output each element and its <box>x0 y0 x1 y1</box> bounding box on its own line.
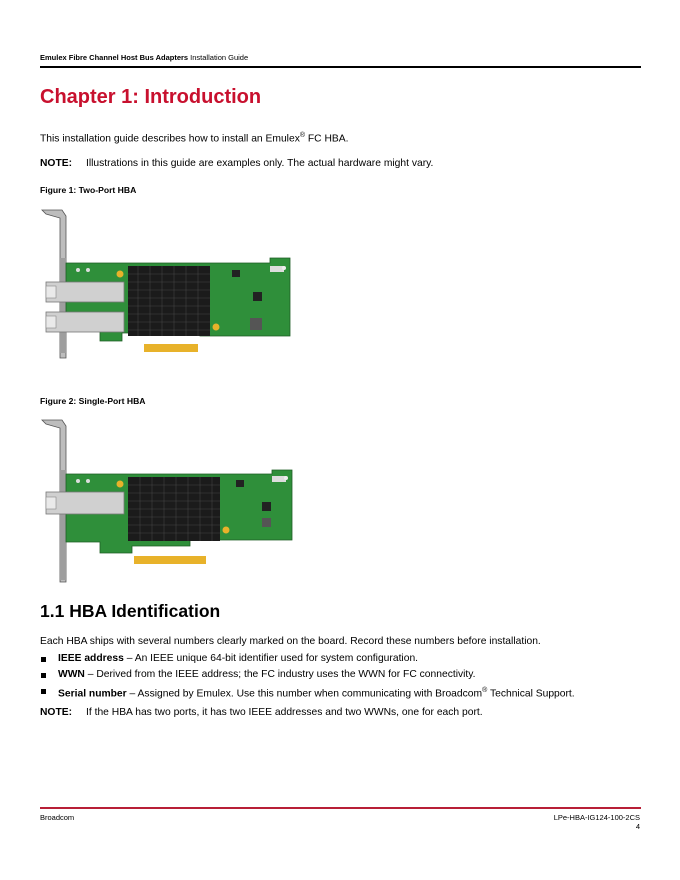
note-label: NOTE: <box>40 707 73 718</box>
definition: – Assigned by Emulex. Use this number when communicating with Broadcom <box>126 688 483 700</box>
page-number: 4 <box>635 822 640 831</box>
term-serial-number: Serial number <box>58 688 127 700</box>
figure-2-caption: Figure 2: Single-Port HBA <box>40 396 146 406</box>
footer-rule <box>40 807 641 809</box>
registered-mark: ® <box>482 687 488 694</box>
list-item <box>40 653 575 669</box>
chapter-title: Chapter 1: Introduction <box>40 86 262 108</box>
pcie-edge-connector <box>134 556 206 564</box>
pcie-edge-connector <box>144 344 198 352</box>
figure-single-port-hba <box>40 418 296 584</box>
note-text: If the HBA has two ports, it has two IEEE addresses and two WWNs, one for each port. <box>86 707 483 718</box>
footer-company: Broadcom <box>40 813 75 822</box>
term-wwn: WWN <box>58 669 85 680</box>
note-text: Illustrations in this guide are examples only. The actual hardware might vary. <box>86 158 434 169</box>
intro-text: This installation guide describes how to install an Emulex <box>40 133 300 145</box>
footer-doc-id: LPe-HBA-IG124-100-2CS <box>553 813 640 822</box>
definition: – Derived from the IEEE address; the FC industry uses the WWN for FC connectivity. <box>84 669 476 680</box>
figure-two-port-hba <box>40 208 296 360</box>
figure-1-caption: Figure 1: Two-Port HBA <box>40 185 137 195</box>
sfp-port-1 <box>46 282 124 302</box>
identifier-list <box>40 653 575 701</box>
running-header <box>40 53 640 62</box>
section-title: 1.1 HBA Identification <box>40 601 221 621</box>
footer-right <box>554 813 640 831</box>
note-label: NOTE: <box>40 158 73 169</box>
term-ieee-address: IEEE address <box>58 653 124 664</box>
note-two-ports <box>40 707 483 718</box>
header-doc-type: Installation Guide <box>188 53 249 62</box>
definition-end: Technical Support. <box>487 688 575 700</box>
definition: – An IEEE unique 64-bit identifier used for system configuration. <box>123 653 419 664</box>
section-intro: Each HBA ships with several numbers clearly marked on the board. Record these numbers before installation. <box>40 636 541 647</box>
list-item <box>40 685 575 701</box>
header-product: Emulex Fibre Channel Host Bus Adapters <box>40 53 189 62</box>
header-rule <box>40 66 641 68</box>
note-illustrations <box>40 158 433 169</box>
intro-text-end: FC HBA. <box>305 133 349 145</box>
intro-paragraph <box>40 132 349 144</box>
sfp-port-1 <box>46 492 124 514</box>
sfp-port-2 <box>46 312 124 332</box>
list-item <box>40 669 575 685</box>
registered-mark: ® <box>299 132 306 139</box>
